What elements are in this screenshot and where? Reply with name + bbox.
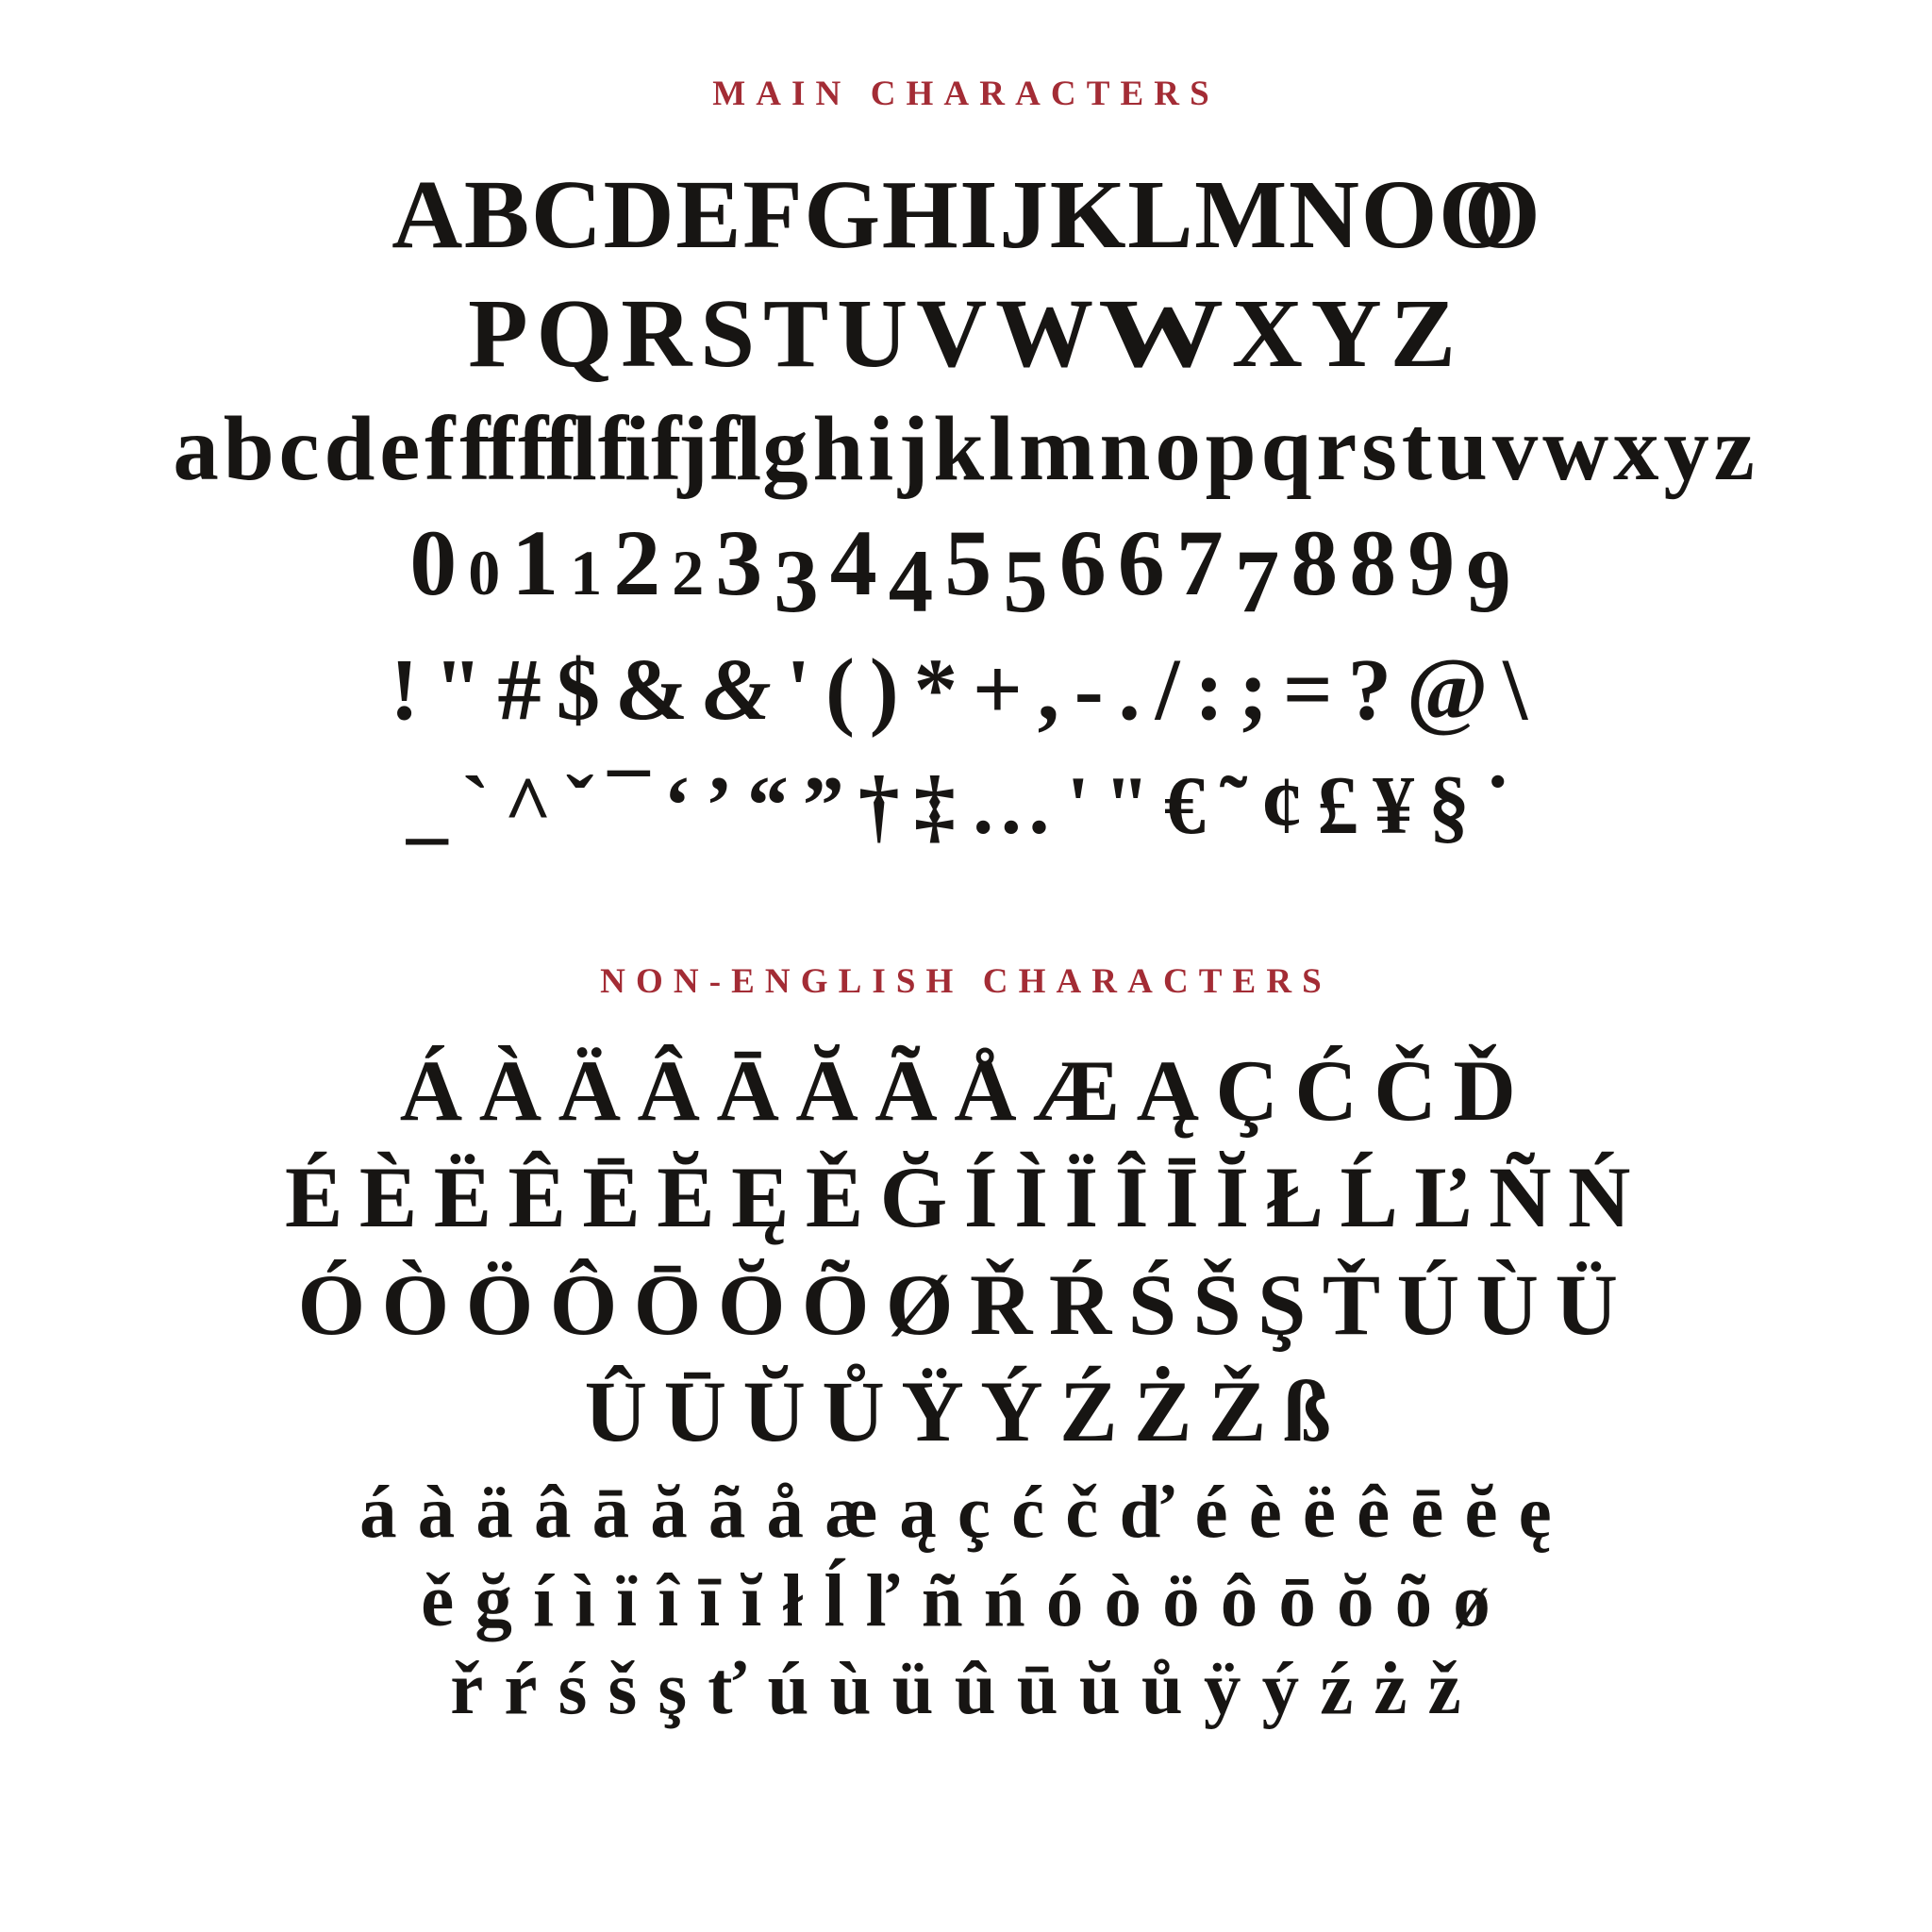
glyph: â: [534, 1471, 592, 1554]
glyph: ú: [767, 1648, 830, 1731]
glyph: ¥: [1373, 759, 1429, 852]
glyph: H: [881, 160, 960, 269]
glyph: €: [1163, 759, 1220, 852]
glyph: ": [433, 641, 498, 740]
glyph: C: [530, 160, 604, 269]
glyph: ‡: [913, 759, 970, 852]
glyph: “: [746, 759, 803, 852]
glyph: í: [532, 1559, 575, 1642]
glyph: ô: [1220, 1559, 1279, 1642]
glyph: Ľ: [1414, 1149, 1490, 1246]
glyph: Ś: [1127, 1256, 1193, 1353]
glyph: †: [858, 759, 914, 852]
glyph: Ń: [1568, 1149, 1647, 1246]
glyph: ˇ: [566, 759, 608, 852]
glyph: ó: [1045, 1559, 1105, 1642]
glyph: 1: [511, 510, 571, 616]
glyph: É: [285, 1149, 359, 1246]
glyph: ę: [1518, 1471, 1573, 1554]
glyph: ń: [983, 1559, 1046, 1642]
glyph: §: [1428, 759, 1485, 852]
glyph: Ã: [874, 1041, 955, 1139]
glyph: ĺ: [824, 1559, 866, 1642]
glyph: ": [1104, 759, 1164, 852]
glyph: č: [1065, 1471, 1120, 1554]
glyph: 8: [1349, 510, 1408, 616]
glyph: ø: [1453, 1559, 1511, 1642]
glyph: i: [868, 398, 899, 500]
glyph: S: [700, 279, 763, 389]
glyph: R: [621, 279, 701, 389]
glyph: ž: [1427, 1648, 1482, 1731]
glyph: 8: [1291, 510, 1350, 616]
glyph: f: [425, 398, 460, 500]
glyph: ': [1066, 759, 1105, 852]
glyph: Î: [1114, 1149, 1165, 1246]
glyph: *: [913, 641, 973, 740]
glyph: .: [1118, 641, 1156, 740]
glyph: Ŕ: [1048, 1256, 1128, 1353]
glyph: ą: [899, 1471, 958, 1554]
glyph: ff: [459, 398, 514, 500]
glyph: Í: [963, 1149, 1015, 1246]
glyph: 2: [672, 537, 716, 609]
glyph: è: [1248, 1471, 1303, 1554]
glyph: t: [1401, 398, 1437, 500]
glyph: Ę: [731, 1149, 806, 1246]
glyph: fi: [597, 398, 647, 500]
glyph: Ā: [716, 1041, 796, 1139]
glyph: B: [463, 160, 531, 269]
glyph: n: [1099, 398, 1156, 500]
glyph: _: [406, 759, 462, 852]
glyph: ã: [708, 1471, 767, 1554]
non-english-characters-title: NON-ENGLISH CHARACTERS: [600, 961, 1332, 1001]
glyph-row: [0, 1041, 1932, 1139]
glyph-row: [0, 1149, 1932, 1246]
glyph: :: [1194, 641, 1240, 740]
glyph: Ô: [549, 1256, 634, 1353]
glyph: I: [959, 160, 1000, 269]
glyph: ľ: [865, 1559, 922, 1642]
glyph: u: [1436, 398, 1492, 500]
glyph: F: [742, 160, 805, 269]
glyph: Ď: [1453, 1041, 1533, 1139]
glyph: \: [1503, 641, 1542, 740]
glyph: 6: [1058, 510, 1118, 616]
glyph: -: [1074, 641, 1119, 740]
glyph: 9: [1407, 510, 1467, 616]
glyph: E: [675, 160, 743, 269]
glyph: Ō: [633, 1256, 718, 1353]
glyph: ¯: [608, 759, 664, 852]
glyph: T: [762, 279, 838, 389]
glyph: ĭ: [741, 1559, 783, 1642]
glyph: h: [812, 398, 869, 500]
glyph: g: [762, 398, 813, 500]
glyph-row: [0, 1256, 1932, 1353]
glyph: ,: [1037, 641, 1074, 740]
glyph: J: [999, 160, 1050, 269]
glyph: Ñ: [1489, 1149, 1569, 1246]
glyph: ŕ: [504, 1648, 558, 1731]
glyph: î: [658, 1559, 700, 1642]
glyph: b: [223, 398, 279, 500]
glyph: Ů: [822, 1363, 902, 1460]
glyph: Ŭ: [742, 1363, 823, 1460]
glyph: y: [1663, 398, 1714, 500]
glyph: Û: [584, 1363, 664, 1460]
glyph: `: [461, 759, 504, 852]
glyph: Ť: [1322, 1256, 1397, 1353]
glyph: ō: [1278, 1559, 1337, 1642]
glyph: Ă: [795, 1041, 875, 1139]
glyph: ĕ: [1464, 1471, 1519, 1554]
glyph: j: [898, 398, 934, 500]
glyph: š: [608, 1648, 658, 1731]
glyph: Õ: [801, 1256, 886, 1353]
glyph: Ö: [465, 1256, 550, 1353]
glyph: £: [1317, 759, 1374, 852]
glyph: s: [1361, 398, 1402, 500]
glyph: Ó: [297, 1256, 382, 1353]
glyph: ü: [891, 1648, 955, 1731]
glyph: Ł: [1265, 1149, 1341, 1246]
glyph: Ē: [582, 1149, 658, 1246]
glyph: ”: [802, 759, 858, 852]
glyph: Ź: [1059, 1363, 1135, 1460]
glyph: U: [837, 279, 917, 389]
glyph: ś: [558, 1648, 608, 1731]
glyph: G: [804, 160, 882, 269]
glyph: l: [989, 398, 1019, 500]
glyph: fj: [651, 398, 705, 500]
glyph: Ī: [1165, 1149, 1216, 1246]
glyph: ñ: [921, 1559, 984, 1642]
glyph: ;: [1239, 641, 1283, 740]
glyph: Ë: [433, 1149, 508, 1246]
glyph: c: [278, 398, 325, 500]
glyph: ¢: [1261, 759, 1318, 852]
section-main-characters: [0, 74, 1932, 850]
glyph: W: [995, 279, 1102, 389]
glyph: V: [916, 279, 996, 389]
glyph: Ò: [381, 1256, 466, 1353]
glyph: ū: [1016, 1648, 1079, 1731]
glyph: ^: [503, 759, 567, 852]
glyph: é: [1194, 1471, 1249, 1554]
glyph: Č: [1374, 1041, 1454, 1139]
glyph: ğ: [475, 1559, 533, 1642]
glyph: Ğ: [879, 1149, 964, 1246]
glyph: ’: [705, 759, 747, 852]
main-characters-title: MAIN CHARACTERS: [712, 75, 1220, 113]
glyph: e: [379, 398, 425, 500]
glyph: d: [324, 398, 380, 500]
glyph: Ĭ: [1215, 1149, 1266, 1246]
glyph: Q: [536, 279, 622, 389]
glyph: 2: [613, 510, 673, 616]
glyph: ë: [1302, 1471, 1357, 1554]
glyph: A: [391, 160, 464, 269]
non-english-characters-rows: [0, 1041, 1932, 1731]
glyph: Å: [954, 1041, 1034, 1139]
glyph: &: [614, 641, 704, 740]
glyph: Ý: [980, 1363, 1060, 1460]
glyph: Ø: [885, 1256, 970, 1353]
glyph: Ù: [1475, 1256, 1556, 1353]
glyph: fl: [708, 398, 758, 500]
glyph: È: [358, 1149, 434, 1246]
glyph: Ü: [1555, 1256, 1635, 1353]
glyph: 7: [1175, 510, 1235, 616]
glyph: Y: [1310, 279, 1391, 389]
glyph: W: [1098, 279, 1236, 389]
glyph: ě: [421, 1559, 475, 1642]
glyph: $: [556, 641, 615, 740]
glyph: r: [1316, 398, 1362, 500]
glyph: v: [1491, 398, 1543, 500]
glyph-row: [0, 1363, 1932, 1460]
glyph: 0: [409, 510, 469, 616]
glyph: 4: [829, 510, 889, 616]
glyph: Ï: [1064, 1149, 1115, 1246]
glyph: ê: [1357, 1471, 1411, 1554]
glyph: ?: [1347, 641, 1407, 740]
glyph: Ř: [969, 1256, 1049, 1353]
glyph: ż: [1374, 1648, 1428, 1731]
glyph: Ç: [1215, 1041, 1295, 1139]
glyph: 5: [1003, 531, 1059, 632]
glyph: ă: [650, 1471, 708, 1554]
glyph: q: [1260, 398, 1317, 500]
glyph: …: [969, 759, 1067, 852]
glyph: ŏ: [1336, 1559, 1395, 1642]
section-non-english-characters: [0, 961, 1932, 1729]
glyph-row: [0, 1471, 1932, 1554]
glyph: ů: [1141, 1648, 1204, 1731]
glyph: ‘: [663, 759, 706, 852]
glyph-row: [0, 1650, 1932, 1729]
glyph: Ě: [805, 1149, 880, 1246]
glyph: N: [1288, 160, 1361, 269]
glyph: À: [478, 1041, 558, 1139]
glyph: Ş: [1257, 1256, 1323, 1353]
glyph: o: [1155, 398, 1206, 500]
glyph-row: [0, 160, 1932, 269]
glyph: û: [954, 1648, 1017, 1731]
glyph: ť: [708, 1648, 768, 1731]
glyph: M: [1194, 160, 1289, 269]
glyph: Ÿ: [901, 1363, 981, 1460]
glyph-row: [0, 510, 1932, 632]
glyph: +: [972, 641, 1038, 740]
glyph: õ: [1394, 1559, 1454, 1642]
glyph: ď: [1119, 1471, 1195, 1554]
glyph: Ì: [1014, 1149, 1065, 1246]
glyph: ý: [1261, 1648, 1321, 1731]
glyph: ç: [957, 1471, 1012, 1554]
glyph: ř: [450, 1648, 505, 1731]
glyph: (: [825, 641, 870, 740]
glyph: Ą: [1136, 1041, 1216, 1139]
glyph: ˙: [1484, 759, 1526, 852]
glyph: ò: [1104, 1559, 1163, 1642]
glyph: ē: [1410, 1471, 1465, 1554]
glyph: X: [1231, 279, 1311, 389]
glyph: ß: [1282, 1363, 1348, 1460]
glyph: m: [1018, 398, 1100, 500]
glyph: ˜: [1219, 759, 1262, 852]
glyph: Æ: [1033, 1041, 1137, 1139]
glyph: ö: [1162, 1559, 1221, 1642]
glyph: O: [1360, 160, 1440, 269]
glyph: ): [869, 641, 914, 740]
glyph: Â: [637, 1041, 717, 1139]
glyph: ä: [475, 1471, 534, 1554]
glyph: Ĺ: [1340, 1149, 1415, 1246]
glyph: x: [1613, 398, 1664, 500]
glyph: L: [1127, 160, 1195, 269]
glyph: ffl: [517, 398, 593, 500]
glyph: 1: [570, 537, 614, 609]
glyph: a: [173, 398, 224, 500]
glyph: =: [1282, 641, 1348, 740]
glyph: !: [390, 641, 434, 740]
glyph: k: [933, 398, 990, 500]
glyph: &: [703, 641, 787, 740]
glyph: ÿ: [1203, 1648, 1262, 1731]
glyph: à: [417, 1471, 476, 1554]
glyph: 9: [1466, 531, 1523, 632]
glyph: Z: [1390, 279, 1464, 389]
glyph: 3: [774, 531, 830, 632]
glyph: å: [766, 1471, 825, 1554]
glyph: z: [1713, 398, 1759, 500]
glyph: Ú: [1396, 1256, 1476, 1353]
glyph-row: [0, 279, 1932, 389]
glyph: 6: [1117, 510, 1176, 616]
glyph-row: [0, 398, 1932, 500]
glyph: Ž: [1208, 1363, 1283, 1460]
glyph: w: [1542, 398, 1613, 500]
glyph: Š: [1192, 1256, 1258, 1353]
glyph: @: [1406, 641, 1504, 740]
glyph: 5: [944, 510, 1004, 616]
glyph: Ä: [558, 1041, 638, 1139]
glyph: Ć: [1294, 1041, 1374, 1139]
glyph-row: [0, 1559, 1932, 1642]
glyph: P: [468, 279, 537, 389]
glyph: ï: [616, 1559, 658, 1642]
glyph: ş: [658, 1648, 708, 1731]
glyph-row: [0, 641, 1932, 740]
glyph: Ż: [1134, 1363, 1208, 1460]
glyph: ŭ: [1078, 1648, 1141, 1731]
glyph: ': [786, 641, 826, 740]
glyph: ć: [1011, 1471, 1066, 1554]
main-characters-rows: [0, 160, 1932, 852]
glyph: æ: [824, 1471, 900, 1554]
glyph: Ĕ: [657, 1149, 732, 1246]
glyph: 3: [715, 510, 774, 616]
glyph: Á: [399, 1041, 479, 1139]
glyph: Ŏ: [717, 1256, 802, 1353]
glyph: #: [497, 641, 557, 740]
glyph: á: [359, 1471, 418, 1554]
glyph: ī: [699, 1559, 741, 1642]
glyph: K: [1049, 160, 1128, 269]
glyph: ł: [782, 1559, 824, 1642]
glyph: 7: [1234, 531, 1291, 632]
glyph: OO: [1439, 160, 1490, 269]
glyph: 4: [888, 531, 945, 632]
glyph: D: [603, 160, 676, 269]
glyph: ù: [829, 1648, 892, 1731]
glyph: p: [1205, 398, 1261, 500]
glyph: Ū: [663, 1363, 743, 1460]
glyph-row: [0, 759, 1932, 852]
glyph: ì: [575, 1559, 617, 1642]
glyph: 0: [468, 537, 512, 609]
glyph: ź: [1320, 1648, 1374, 1731]
glyph: Ê: [508, 1149, 583, 1246]
glyph: ā: [591, 1471, 651, 1554]
glyph: /: [1155, 641, 1195, 740]
